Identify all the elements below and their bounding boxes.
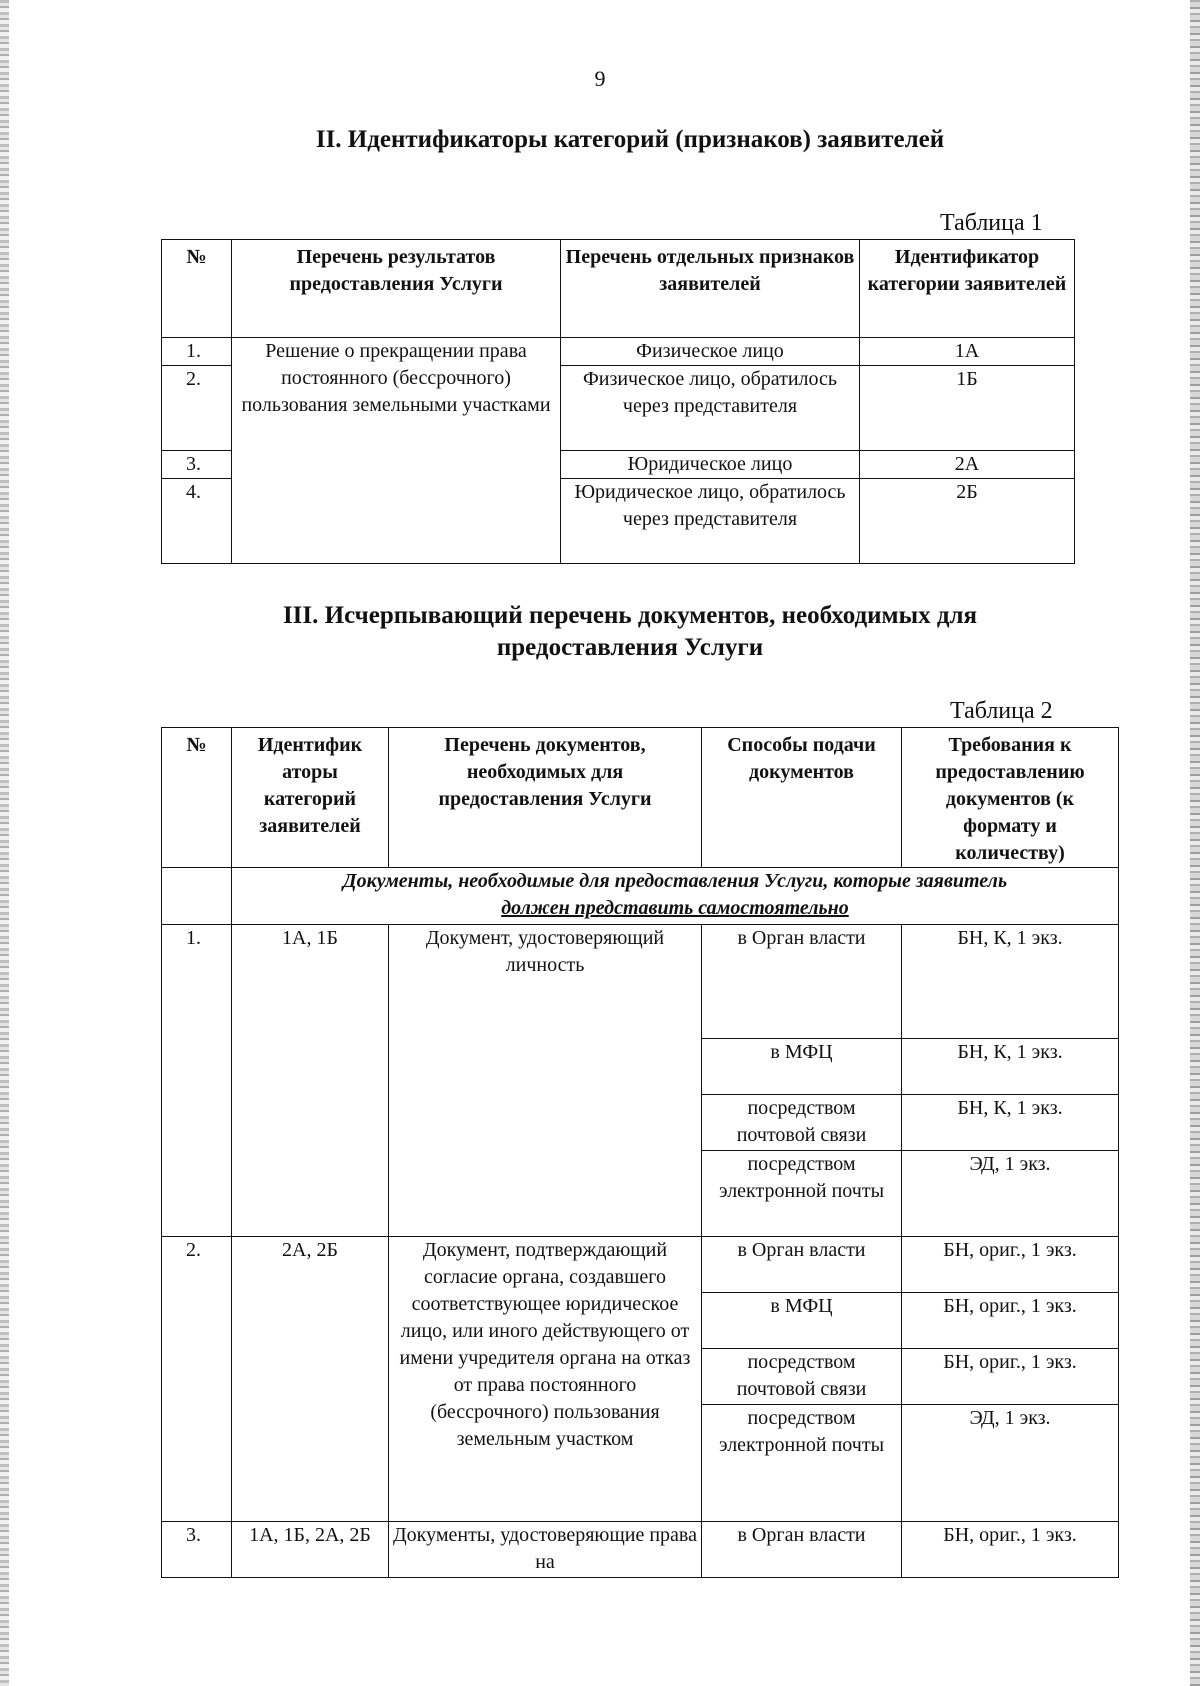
table-2 [161,727,1119,1578]
submission-method: в Орган власти [702,1522,902,1578]
subheader-line-2: должен представить самостоятельно [501,897,849,919]
category-ids: 1А, 1Б [232,925,389,1237]
requirement: БН, ориг., 1 экз. [902,1522,1119,1578]
section-3-title [160,600,1100,664]
document-name: Документы, удостоверяющие права на [389,1522,702,1578]
category-id: 2А [860,451,1075,479]
submission-method: в Орган власти [702,925,902,1039]
header-number: № [162,728,232,868]
submission-method: посредством электронной почты [702,1151,902,1237]
requirement: БН, ориг., 1 экз. [902,1237,1119,1293]
submission-method: посредством почтовой связи [702,1349,902,1405]
header-submission-methods: Способы подачи документов [702,728,902,868]
category-id: 1А [860,338,1075,366]
header-category-ids: Идентифик аторы категорий заявителей [232,728,389,868]
header-requirements: Требования к предоставлению документов (к формату и количеству) [902,728,1119,868]
result-cell: Решение о прекращении права постоянного (бессрочного) пользования земельными участками [232,338,561,564]
table-row [162,338,1075,366]
requirement: ЭД, 1 экз. [902,1151,1119,1237]
table-row [162,1237,1119,1293]
row-number: 2. [162,1237,232,1522]
submission-method: в Орган власти [702,1237,902,1293]
table-1 [161,239,1075,564]
row-number: 3. [162,1522,232,1578]
document-name: Документ, подтверждающий согласие органа, создавшего соответствующее юридическое лицо, или иного действующего от имени учредителя органа на отказ от права постоянного (бессрочного) пользования земельным участком [389,1237,702,1522]
table-row [162,1522,1119,1578]
scan-edge-left [0,0,9,1686]
row-number: 1. [162,338,232,366]
header-signs: Перечень отдельных признаков заявителей [561,240,860,338]
section-3-title-line-2: предоставления Услуги [496,634,764,661]
row-number: 4. [162,479,232,564]
table-2-caption: Таблица 2 [950,698,1053,724]
category-ids: 1А, 1Б, 2А, 2Б [232,1522,389,1578]
row-number: 1. [162,925,232,1237]
requirement: БН, К, 1 экз. [902,1039,1119,1095]
header-identifier: Идентификатор категории заявителей [860,240,1075,338]
applicant-sign: Юридическое лицо [561,451,860,479]
header-results: Перечень результатов предоставления Услуги [232,240,561,338]
row-number: 3. [162,451,232,479]
submission-method: посредством почтовой связи [702,1095,902,1151]
document-name: Документ, удостоверяющий личность [389,925,702,1237]
table-row [162,925,1119,1039]
page-number: 9 [594,66,606,91]
table-2-header-row [162,728,1119,868]
category-ids: 2А, 2Б [232,1237,389,1522]
applicant-sign: Юридическое лицо, обратилось через представителя [561,479,860,564]
row-number: 2. [162,366,232,451]
table-2-subheader-row [162,868,1119,925]
applicant-sign: Физическое лицо, обратилось через представителя [561,366,860,451]
subheader-line-1: Документы, необходимые для предоставления Услуги, которые заявитель [342,870,1008,892]
subheader [232,868,1119,925]
table-1-caption: Таблица 1 [940,210,1043,236]
requirement: ЭД, 1 экз. [902,1405,1119,1522]
section-3-title-line-1: III. Исчерпывающий перечень документов, необходимых для [282,602,978,629]
table-1-header-row [162,240,1075,338]
requirement: БН, К, 1 экз. [902,925,1119,1039]
section-2-title: II. Идентификаторы категорий (признаков) заявителей [315,126,945,153]
category-id: 2Б [860,479,1075,564]
requirement: БН, ориг., 1 экз. [902,1293,1119,1349]
header-documents: Перечень документов, необходимых для предоставления Услуги [389,728,702,868]
submission-method: в МФЦ [702,1293,902,1349]
category-id: 1Б [860,366,1075,451]
submission-method: посредством электронной почты [702,1405,902,1522]
header-number: № [162,240,232,338]
requirement: БН, ориг., 1 экз. [902,1349,1119,1405]
applicant-sign: Физическое лицо [561,338,860,366]
scan-edge-right [1190,0,1200,1686]
requirement: БН, К, 1 экз. [902,1095,1119,1151]
submission-method: в МФЦ [702,1039,902,1095]
